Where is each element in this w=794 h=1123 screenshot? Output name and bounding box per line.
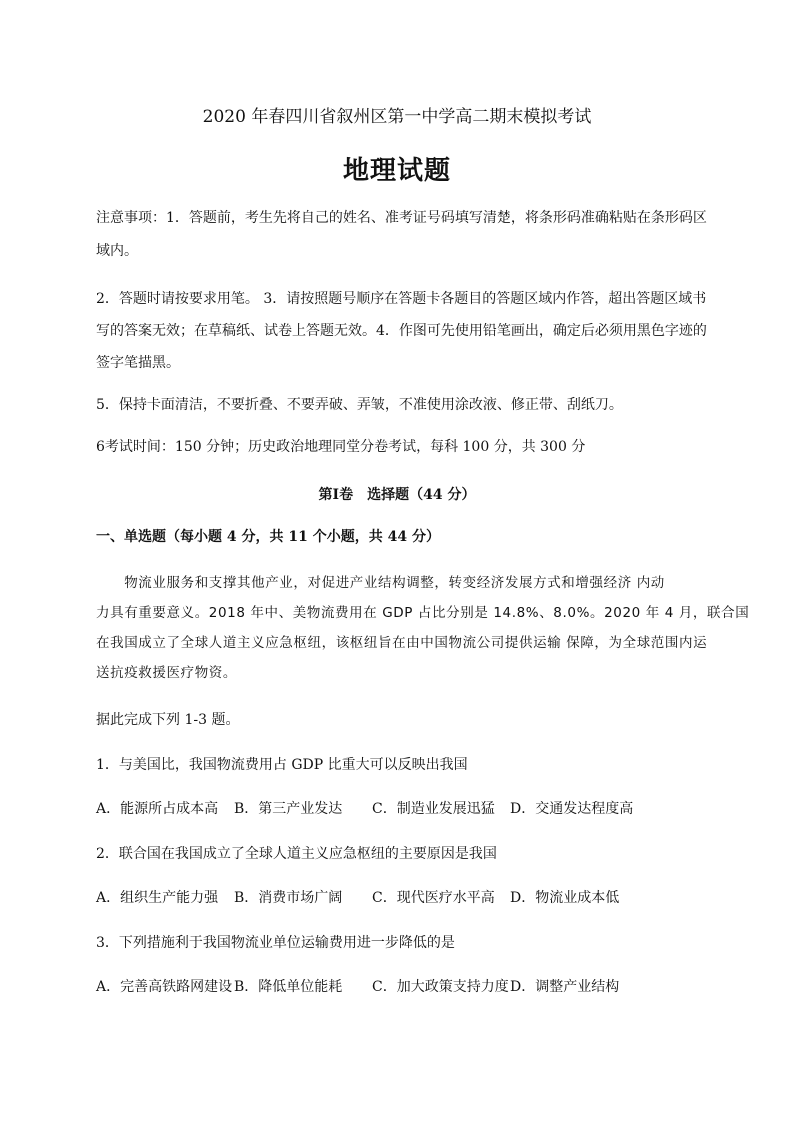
- option-b: B．第三产业发达: [234, 801, 343, 817]
- option-b: B．消费市场广阔: [234, 890, 343, 906]
- option-d: D．物流业成本低: [510, 890, 620, 906]
- question-2-stem: 2．联合国在我国成立了全球人道主义应急枢纽的主要原因是我国: [96, 846, 497, 862]
- passage-line-2: 力具有重要意义。2018 年中、美物流费用在 GDP 占比分别是 14.8%、8.0%。2020 年 4 月，联合国: [96, 605, 750, 621]
- passage-line-3: 在我国成立了全球人道主义应急枢纽，该枢纽旨在由中国物流公司提供运输 保障，为全球范围内运: [96, 635, 708, 651]
- option-c: C．现代医疗水平高: [372, 890, 495, 906]
- passage-line-4: 送抗疫救援医疗物资。: [96, 665, 237, 681]
- passage-instruction: 据此完成下列 1-3 题。: [96, 712, 240, 728]
- option-a: A．能源所占成本高: [96, 801, 219, 817]
- passage-line-1: 物流业服务和支撑其他产业，对促进产业结构调整，转变经济发展方式和增强经济 内动: [96, 575, 665, 591]
- question-1-stem: 1．与美国比，我国物流费用占 GDP 比重大可以反映出我国: [96, 757, 468, 773]
- notice-line-5: 签字笔描黑。: [96, 355, 180, 371]
- notice-line-2: 域内。: [96, 243, 138, 259]
- question-3-stem: 3．下列措施利于我国物流业单位运输费用进一步降低的是: [96, 935, 455, 951]
- volume-heading: 第Ⅰ卷 选择题（44 分）: [318, 487, 476, 503]
- notice-line-6: 5．保持卡面清洁，不要折叠、不要弄破、弄皱，不准使用涂改液、修正带、刮纸刀。: [96, 397, 623, 413]
- question-1-options: [96, 800, 706, 818]
- option-a: A．完善高铁路网建设: [96, 979, 233, 995]
- exam-subtitle: 2020 年春四川省叙州区第一中学高二期末模拟考试: [202, 107, 592, 127]
- option-a: A．组织生产能力强: [96, 890, 219, 906]
- notice-line-7: 6考试时间：150 分钟；历史政治地理同堂分卷考试，每科 100 分，共 300 分: [96, 439, 586, 455]
- notice-line-1: 注意事项：1．答题前，考生先将自己的姓名、准考证号码填写清楚，将条形码准确粘贴在条形码区: [96, 210, 707, 226]
- option-b: B．降低单位能耗: [234, 979, 343, 995]
- notice-line-3: 2．答题时请按要求用笔。 3．请按照题号顺序在答题卡各题目的答题区域内作答，超出答题区域书: [96, 291, 707, 307]
- option-d: D．交通发达程度高: [510, 801, 634, 817]
- option-c: C．制造业发展迅猛: [372, 801, 495, 817]
- notice-line-4: 写的答案无效；在草稿纸、试卷上答题无效。4．作图可先使用铅笔画出，确定后必须用黑色字迹的: [96, 323, 707, 339]
- question-2-options: [96, 889, 706, 907]
- option-c: C．加大政策支持力度: [372, 979, 509, 995]
- part-heading: 一、单选题（每小题 4 分，共 11 个小题，共 44 分）: [96, 529, 440, 545]
- option-d: D．调整产业结构: [510, 979, 620, 995]
- exam-title: 地理试题: [342, 156, 451, 186]
- question-3-options: [96, 978, 706, 996]
